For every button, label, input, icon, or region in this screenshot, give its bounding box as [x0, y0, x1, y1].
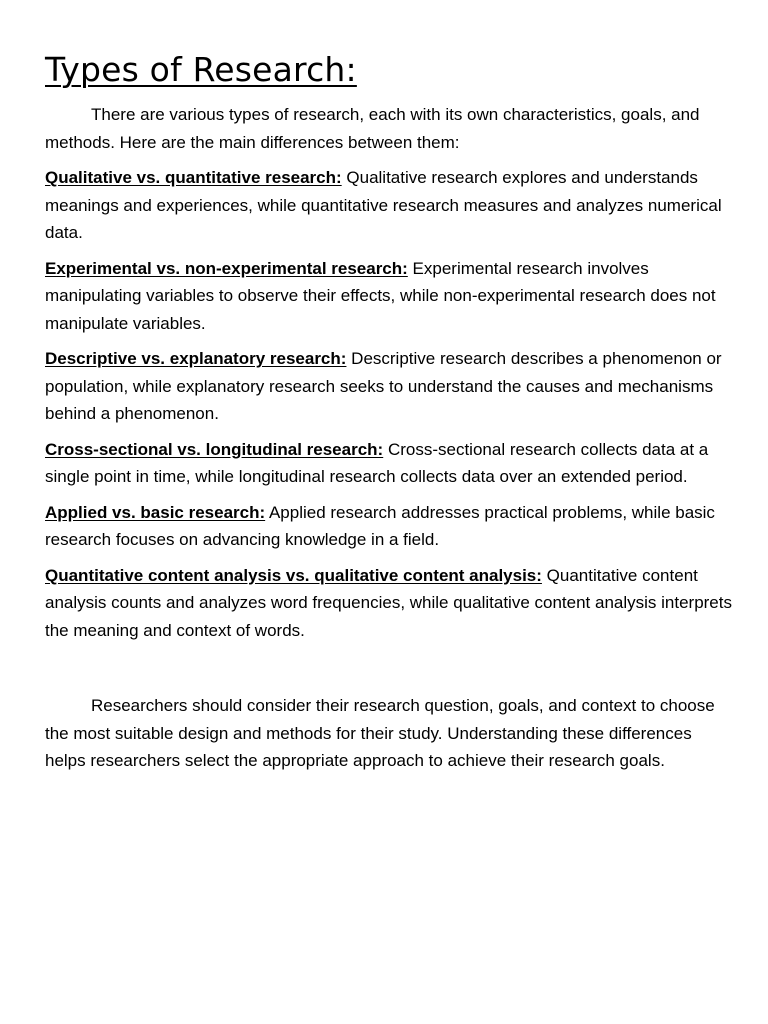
research-type-item: [45, 255, 735, 338]
research-type-description: Qualitative research explores and understands meanings and experiences, while quantitative research measures and analyzes numerical data.: [45, 168, 722, 242]
research-type-description: Descriptive research describes a phenomenon or population, while explanatory research seeks to understand the causes and mechanisms behind a phenomenon.: [45, 349, 722, 423]
research-type-item: [45, 436, 735, 491]
document-body: [45, 50, 735, 783]
research-type-item: [45, 562, 735, 645]
research-type-term: Qualitative vs. quantitative research:: [45, 168, 342, 187]
research-type-term: Quantitative content analysis vs. qualitative content analysis:: [45, 565, 542, 585]
research-type-item: [45, 164, 735, 247]
research-type-term: Cross-sectional vs. longitudinal research:: [45, 439, 384, 459]
paragraph-spacer: [45, 652, 735, 692]
research-type-description: Cross-sectional research collects data at a single point in time, while longitudinal research collects data over an extended period.: [45, 439, 709, 486]
research-type-term: Descriptive vs. explanatory research:: [45, 349, 347, 368]
intro-paragraph: There are various types of research, each with its own characteristics, goals, and methods. Here are the main differences between them:: [45, 105, 700, 152]
research-type-item: [45, 499, 735, 554]
research-type-item: [45, 345, 735, 428]
conclusion-paragraph: Researchers should consider their research question, goals, and context to choose the most suitable design and methods for their study. Understanding these differences helps researchers select the appropriate approach to achieve their research goals.: [45, 696, 715, 770]
page-title: Types of Research:: [45, 50, 357, 89]
research-type-term: Experimental vs. non-experimental research:: [45, 258, 408, 278]
research-type-term: Applied vs. basic research:: [45, 502, 266, 522]
research-type-description: Quantitative content analysis counts and analyzes word frequencies, while qualitative content analysis interprets the meaning and context of words.: [45, 565, 732, 640]
research-type-description: Experimental research involves manipulating variables to observe their effects, while non-experimental research does not manipulate variables.: [45, 258, 716, 333]
research-type-description: Applied research addresses practical problems, while basic research focuses on advancing knowledge in a field.: [45, 502, 715, 549]
